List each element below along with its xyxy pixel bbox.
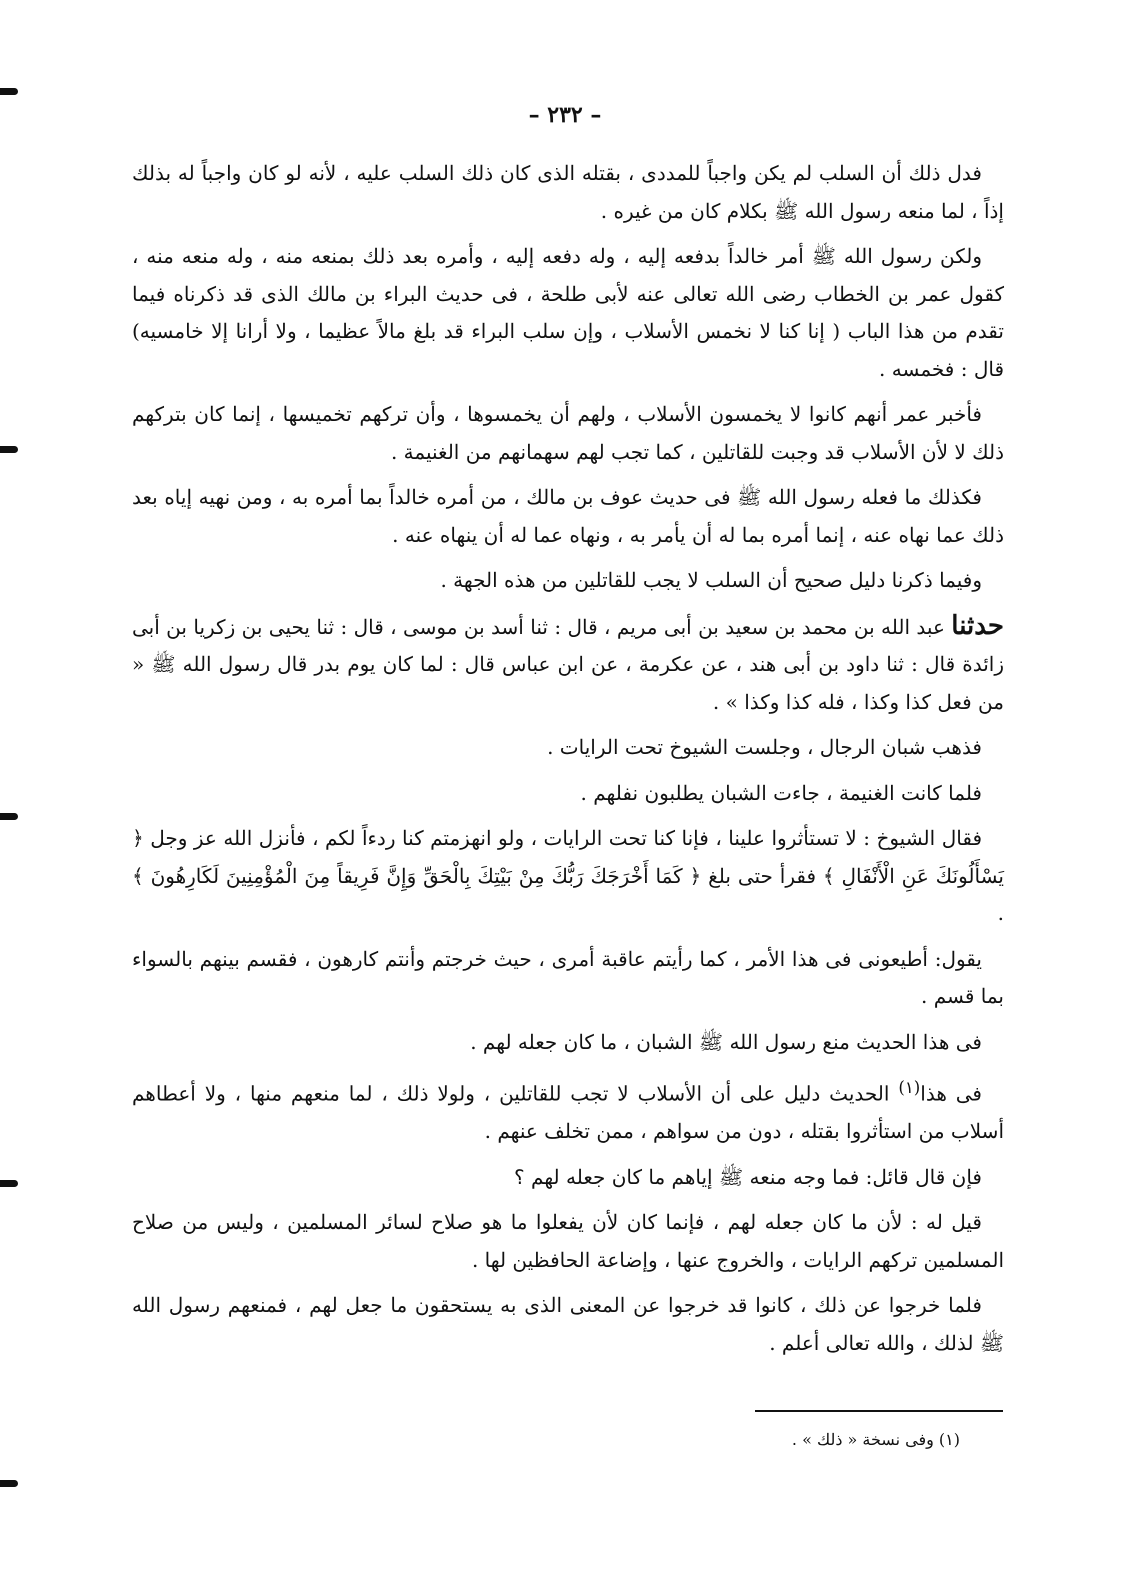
paragraph: فذهب شبان الرجال ، وجلست الشيوخ تحت الرايات . [547, 735, 982, 759]
paragraph: وفيما ذكرنا دليل صحيح أن السلب لا يجب للقاتلين من هذه الجهة . [440, 568, 982, 592]
footnote-rule [755, 1410, 1003, 1412]
hadith-text: عبد الله بن محمد بن سعيد بن أبى مريم ، قال : ثنا أسد بن موسى ، قال : ثنا يحيى بن زكريا بن أبى زائدة قال : ثنا داود بن أبى هند ، عن عكرمة ، عن ابن عباس قال : لما كان يوم بدر قال رسول الله ﷺ « من فعل كذا وكذا ، فله كذا وكذا » . [132, 614, 1004, 714]
footnoted-lead: فى هذا [920, 1081, 982, 1106]
paragraph: فلما خرجوا عن ذلك ، كانوا قد خرجوا عن المعنى الذى به يستحقون ما جعل لهم ، فمنعهم رسول الله ﷺ لذلك ، والله تعالى أعلم . [132, 1293, 1004, 1355]
paragraph: ولكن رسول الله ﷺ أمر خالداً بدفعه إليه ، وله دفعه إليه ، وأمره بعد ذلك بمنعه منه ، وله منعه منه ، كقول عمر بن الخطاب رضى الله تعالى عنه لأبى طلحة ، فى حديث البراء بن مالك الذى قد ذكرناه فيما تقدم من هذا الباب ( إنا كنا لا نخمس الأسلاب ، وإن سلب البراء قد بلغ مالاً عظيما ، ولا أرانا إلا خامسيه) قال : فخمسه . [132, 244, 1004, 381]
paragraph: فى هذا الحديث منع رسول الله ﷺ الشبان ، ما كان جعله لهم . [470, 1029, 982, 1054]
hadith-paragraph [132, 608, 1004, 722]
paragraph: فكذلك ما فعله رسول الله ﷺ فى حديث عوف بن مالك ، من أمره خالداً بما أمره به ، ومن نهيه إياه بعد ذلك عما نهاه عنه ، إنما أمره بما له أن يأمر به ، ونهاه عما له أن ينهاه عنه . [132, 485, 1004, 547]
paragraph: فدل ذلك أن السلب لم يكن واجباً للمددى ، بقتله الذى كان ذلك السلب عليه ، لأنه لو كان واجباً له بذلك إذاً ، لما منعه رسول الله ﷺ بكلام كان من غيره . [132, 161, 1004, 223]
footnote-ref: (١) [898, 1078, 921, 1097]
footnoted-paragraph [132, 1069, 1004, 1151]
footnoted-text: الحديث دليل على أن الأسلاب لا تجب للقاتلين ، ولولا ذلك ، لما منعهم منها ، ولا أعطاهم أسلاب من استأثروا بقتله ، دون من سواهم ، ممن تخلف عنهم . [132, 1081, 1004, 1144]
paragraph: فأخبر عمر أنهم كانوا لا يخمسون الأسلاب ، ولهم أن يخمسوها ، وأن تركهم تخميسها ، إنما كان بتركهم ذلك لا لأن الأسلاب قد وجبت للقاتلين ، كما تجب لهم سهمانهم من الغنيمة . [132, 402, 1004, 464]
paragraph: قيل له : لأن ما كان جعله لهم ، فإنما كان لأن يفعلوا ما هو صلاح لسائر المسلمين ، وليس من صلاح المسلمين تركهم الرايات ، والخروج عنها ، وإضاعة الحافظين لها . [132, 1210, 1004, 1272]
paragraph: يقول: أطيعونى فى هذا الأمر ، كما رأيتم عاقبة أمرى ، حيث خرجتم وأنتم كارهون ، فقسم بينهم بالسواء بما قسم . [132, 946, 1004, 1008]
margin-mark [0, 813, 18, 820]
margin-mark [0, 446, 18, 453]
body-text [132, 155, 1004, 1370]
paragraph: فإن قال قائل: فما وجه منعه ﷺ إياهم ما كان جعله لهم ؟ [514, 1164, 982, 1189]
margin-mark [0, 88, 18, 95]
paragraph: فقال الشيوخ : لا تستأثروا علينا ، فإنا كنا تحت الرايات ، ولو انهزمتم كنا ردءاً لكم ، فأنزل الله عز وجل ﴿ يَسْأَلُونَكَ عَنِ الْأَنْفَالِ ﴾ فقرأ حتى بلغ ﴿ كَمَا أَخْرَجَكَ رَبُّكَ مِنْ بَيْتِكَ بِالْحَقِّ وَإِنَّ فَرِيقاً مِنَ الْمُؤْمِنِينَ لَكَارِهُونَ ﴾ . [132, 826, 1004, 925]
page-number: – ٢٣٢ – [528, 102, 602, 128]
margin-mark [0, 1480, 18, 1487]
margin-mark [0, 1180, 18, 1187]
footnote: (١) وفى نسخة « ذلك » . [791, 1430, 960, 1449]
hadith-mark: حدثنا [951, 610, 1004, 641]
paragraph: فلما كانت الغنيمة ، جاءت الشبان يطلبون نفلهم . [580, 780, 982, 805]
